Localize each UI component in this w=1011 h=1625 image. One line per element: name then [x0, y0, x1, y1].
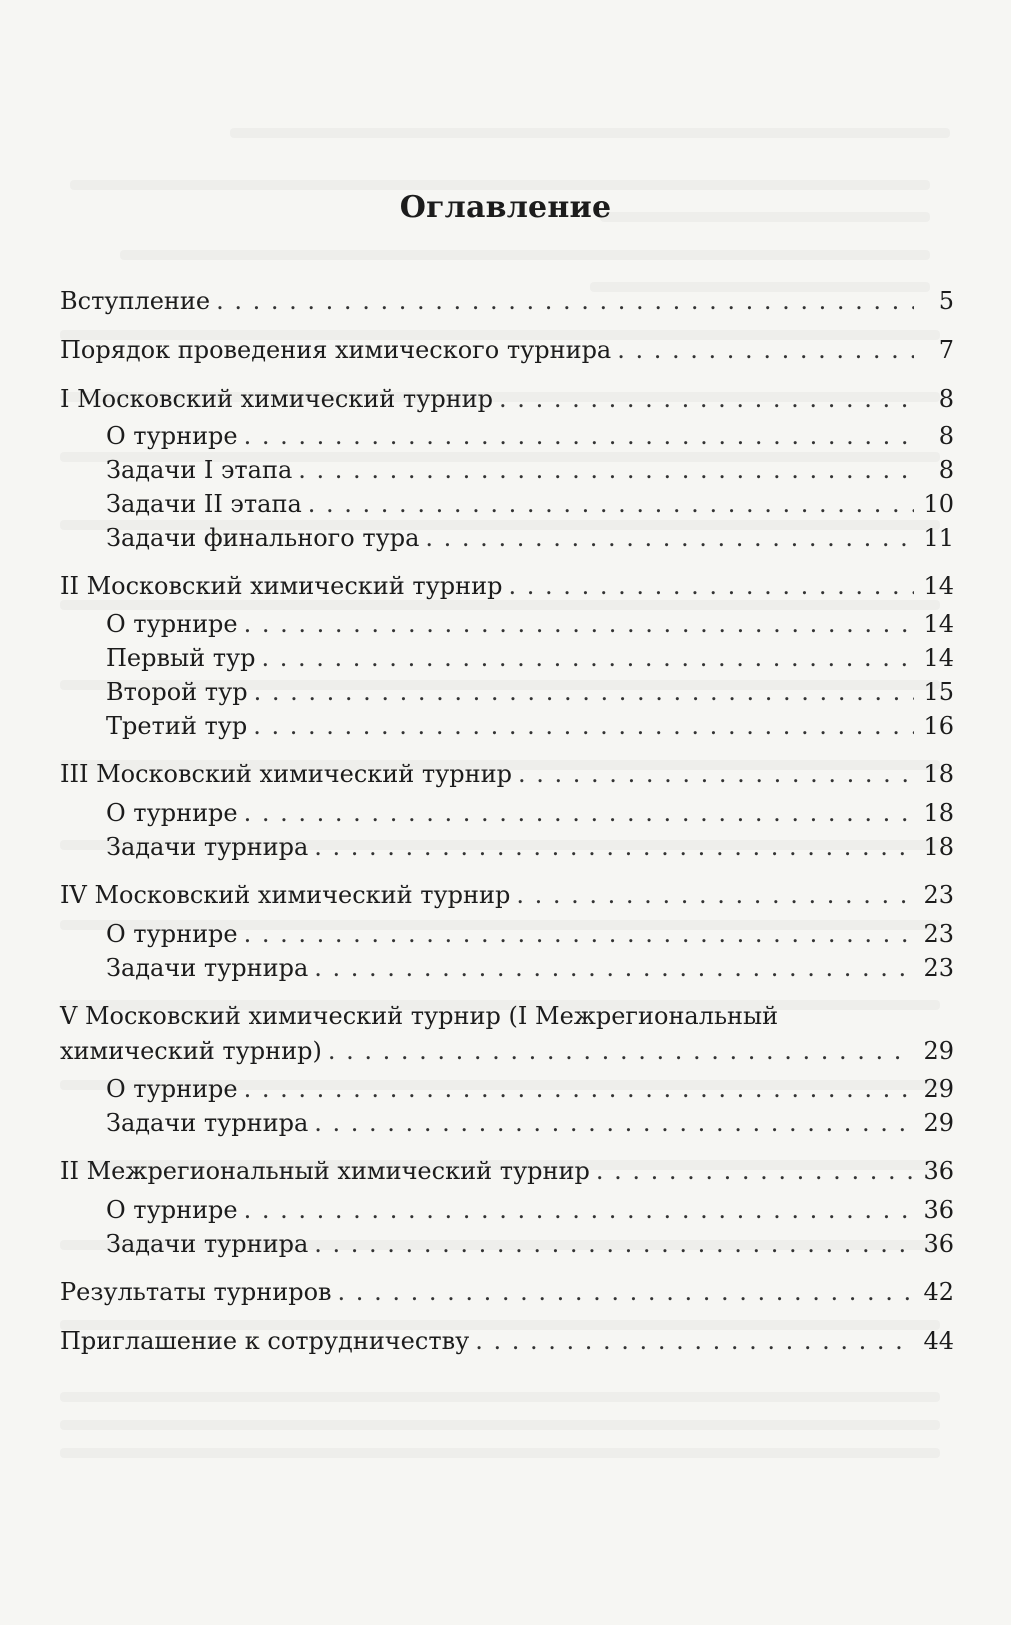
toc-entry-page: 8 [938, 422, 954, 450]
toc-entry-page: 23 [923, 881, 954, 909]
toc-entry-label: Порядок проведения химического турнира [60, 336, 612, 364]
dot-leader [253, 710, 914, 742]
toc-entry-label: II Московский химический турнир [60, 572, 503, 600]
dot-leader [338, 1276, 914, 1308]
toc-entry-page: 14 [923, 572, 954, 600]
toc-entry-label: Задачи турнира [106, 1109, 309, 1137]
toc-entry[interactable] [60, 1325, 954, 1357]
toc-entry-page: 23 [923, 954, 954, 982]
toc-subentry[interactable] [106, 1073, 954, 1105]
dot-leader [314, 1228, 914, 1260]
dot-leader [216, 285, 914, 317]
toc-subentry[interactable] [106, 1107, 954, 1139]
toc-entry-page: 8 [938, 456, 954, 484]
toc-entry-page: 36 [923, 1157, 954, 1185]
dot-leader [244, 1194, 914, 1226]
toc-entry-label: О турнире [106, 799, 238, 827]
toc-subentry[interactable] [106, 488, 954, 520]
toc-entry-page: 29 [923, 1109, 954, 1137]
toc-entry-page: 29 [923, 1037, 954, 1065]
toc-entry[interactable] [60, 1276, 954, 1308]
toc-subentry[interactable] [106, 420, 954, 452]
toc-subentry[interactable] [106, 831, 954, 863]
toc-subentry[interactable] [106, 1228, 954, 1260]
toc-entry[interactable] [60, 758, 954, 790]
toc-entry-page: 7 [938, 336, 954, 364]
toc-entry-label: Задачи турнира [106, 833, 309, 861]
dot-leader [328, 1035, 914, 1067]
toc-entry-label: О турнире [106, 422, 238, 450]
toc-entry-page: 36 [923, 1230, 954, 1258]
toc-entry-page: 18 [923, 760, 954, 788]
toc-entry[interactable] [60, 285, 954, 317]
toc-entry-page: 14 [923, 610, 954, 638]
dot-leader [518, 758, 914, 790]
toc-subentry[interactable] [106, 710, 954, 742]
toc-entry-page: 10 [923, 490, 954, 518]
toc-entry-label-line1[interactable]: V Московский химический турнир (I Межрегиональный [60, 1002, 779, 1030]
toc-entry-page: 5 [938, 287, 954, 315]
dot-leader [509, 570, 914, 602]
toc-entry-page: 16 [923, 712, 954, 740]
dot-leader [314, 831, 914, 863]
dot-leader [298, 454, 914, 486]
dot-leader [314, 1107, 914, 1139]
dot-leader [425, 522, 914, 554]
dot-leader [262, 642, 915, 674]
toc-entry-label: О турнире [106, 920, 238, 948]
toc-subentry[interactable] [106, 454, 954, 486]
toc-entry-label: II Межрегиональный химический турнир [60, 1157, 590, 1185]
toc-entry-label: Третий тур [106, 712, 248, 740]
toc-entry-label: Задачи финального тура [106, 524, 420, 552]
page-title: Оглавление [399, 190, 612, 225]
toc-entry[interactable] [60, 879, 954, 911]
toc-subentry[interactable] [106, 952, 954, 984]
toc-entry-label: Первый тур [106, 644, 256, 672]
toc-entry-page: 14 [923, 644, 954, 672]
toc-entry-page: 23 [923, 920, 954, 948]
toc-entry[interactable] [60, 334, 954, 366]
toc-entry[interactable] [60, 1155, 954, 1187]
dot-leader [308, 488, 914, 520]
toc-entry-label: химический турнир) [60, 1037, 322, 1065]
toc-entry-page: 18 [923, 799, 954, 827]
dot-leader [244, 918, 914, 950]
toc-subentry[interactable] [106, 676, 954, 708]
dot-leader [244, 420, 914, 452]
dot-leader [244, 797, 914, 829]
toc-entry[interactable] [60, 383, 954, 415]
toc-entry[interactable] [60, 1035, 954, 1067]
dot-leader [244, 608, 914, 640]
toc-entry-label: Задачи турнира [106, 954, 309, 982]
dot-leader [617, 334, 914, 366]
toc-entry-page: 29 [923, 1075, 954, 1103]
toc-entry-page: 15 [923, 678, 954, 706]
toc-subentry[interactable] [106, 918, 954, 950]
toc-entry-label: О турнире [106, 610, 238, 638]
toc-entry[interactable] [60, 570, 954, 602]
toc-entry-page: 44 [923, 1327, 954, 1355]
toc-entry-label: Задачи II этапа [106, 490, 302, 518]
toc-subentry[interactable] [106, 608, 954, 640]
toc-entry-label: О турнире [106, 1075, 238, 1103]
toc-subentry[interactable] [106, 797, 954, 829]
dot-leader [499, 383, 914, 415]
toc-entry-label: Задачи турнира [106, 1230, 309, 1258]
toc-entry-label: О турнире [106, 1196, 238, 1224]
toc-entry-page: 8 [938, 385, 954, 413]
toc-subentry[interactable] [106, 522, 954, 554]
toc-entry-label: Приглашение к сотрудничеству [60, 1327, 470, 1355]
toc-entry-label: Вступление [60, 287, 211, 315]
toc-entry-page: 11 [923, 524, 954, 552]
toc-entry-label: III Московский химический турнир [60, 760, 513, 788]
dot-leader [516, 879, 914, 911]
table-of-contents [60, 0, 954, 1625]
toc-entry-label: Второй тур [106, 678, 248, 706]
toc-subentry[interactable] [106, 1194, 954, 1226]
dot-leader [475, 1325, 914, 1357]
toc-entry-page: 18 [923, 833, 954, 861]
toc-subentry[interactable] [106, 642, 954, 674]
toc-entry-label: IV Московский химический турнир [60, 881, 511, 909]
dot-leader [254, 676, 914, 708]
dot-leader [596, 1155, 914, 1187]
toc-entry-label: Результаты турниров [60, 1278, 332, 1306]
dot-leader [314, 952, 914, 984]
toc-entry-label: Задачи I этапа [106, 456, 293, 484]
toc-entry-page: 42 [923, 1278, 954, 1306]
toc-entry-label: I Московский химический турнир [60, 385, 494, 413]
toc-entry-page: 36 [923, 1196, 954, 1224]
dot-leader [244, 1073, 914, 1105]
